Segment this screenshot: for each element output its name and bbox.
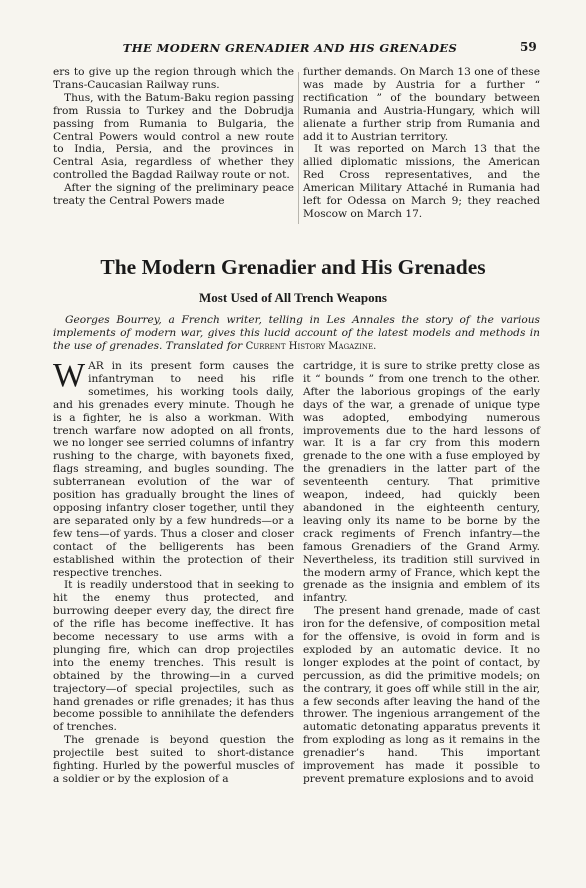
paragraph: Thus, with the Batum-Baku region passing from Russia to Turkey and the Dobrudja passing from Rumania to Bulgaria, the Central Powers would control a new route to India, Persia, and the provinces in Central Asia, regardless of whether they controlled the Bagdad Railway route or not. xyxy=(53,91,294,182)
paragraph: ers to give up the region through which the Trans-Caucasian Railway runs. xyxy=(53,66,294,91)
paragraph: The present hand grenade, made of cast iron for the defensive, of composition metal for the offensive, is ovoid in form and is exploded by an automatic device. It no longer explodes at the point of contact, by percussion, as did the primitive models; on the contrary, it goes off while still in the air, a few seconds after leaving the hand of the thrower. The ingenious arrangement of the automatic detonating apparatus prevents it from exploding as long as it remains in the grenadier’s hand. This important improvement has made it possible to prevent premature explosions and to avoid xyxy=(303,605,540,785)
paragraph: It is readily understood that in seeking to hit the enemy thus protected, and burrowing deeper every day, the direct fire of the rifle has become ineffective. It has become necessary to use arms with a plunging fire, which can drop projectiles into the enemy trenches. This result is obtained by the throwing—in a curved trajectory—of special projectiles, such as hand grenades or rifle grenades; it has thus become possible to annihilate the defenders of trenches. xyxy=(53,579,294,734)
running-title: THE MODERN GRENADIER AND HIS GRENADES xyxy=(122,41,458,55)
article-intro xyxy=(53,314,540,354)
previous-article-right-column xyxy=(303,66,540,221)
paragraph xyxy=(53,357,294,579)
article-left-column xyxy=(53,357,294,786)
article-right-column xyxy=(303,360,540,786)
paragraph: cartridge, it is sure to strike pretty close as it “ bounds ” from one trench to the other. After the laborious gropings of the early days of the war, a grenade of unique type was adopted, embodying numerous improvements due to the hard lessons of war. It is a far cry from this modern grenade to the one with a fuse employed by the grenadiers in the latter part of the seventeenth century. That primitive weapon, indeed, had quickly been abandoned in the eighteenth century, leaving only its name to be borne by the crack regiments of French infantry—the famous Grenadiers of the Grand Army. Nevertheless, its tradition still survived in the modern army of France, which kept the grenade as the insignia and emblem of its infantry. xyxy=(303,360,540,605)
column-divider xyxy=(298,72,299,224)
paragraph: It was reported on March 13 that the allied diplomatic missions, the American Red Cross representatives, and the American Military Attaché in Rumania had left for Odessa on March 9; they reached Moscow on March 17. xyxy=(303,143,540,220)
paragraph: further demands. On March 13 one of these was made by Austria for a further “ rectification ” of the boundary between Rumania and Austria-Hungary, which will alienate a further strip from Rumania and add it to Austrian territory. xyxy=(303,66,540,143)
paragraph: After the signing of the preliminary peace treaty the Central Powers made xyxy=(53,182,294,208)
intro-text: Georges Bourrey, a French writer, telling in Les Annales the story of the various implements of modern war, gives this lucid account of the latest models and methods in the use of grenades. Translated for xyxy=(53,314,540,352)
page-number: 59 xyxy=(520,40,537,54)
paragraph-text: AR in its present form causes the infantryman to need his rifle sometimes, his working tools daily, and his grenades every minute. Though he is a fighter, he is also a workman. With trench warfare now adopted on all fronts, we no longer see serried columns of infantry rushing to the charge, with bayonets fixed, flags streaming, and bugles sounding. The subterranean evolution of the war of position has gradually brought the lines of opposing infantry closer together, until they are separated only by a few hundreds—or a few tens—of yards. Thus a closer and closer contact of the belligerents has been established within the protection of their respective trenches. xyxy=(53,360,294,579)
drop-cap: W xyxy=(53,357,86,394)
article-subtitle: Most Used of All Trench Weapons xyxy=(199,290,387,305)
paragraph: The grenade is beyond question the projectile best suited to short-distance fighting. Hurled by the powerful muscles of a soldier or by the explosion of a xyxy=(53,734,294,785)
intro-credit: Current History Magazine. xyxy=(245,340,377,352)
previous-article-left-column xyxy=(53,66,294,208)
article-title: The Modern Grenadier and His Grenades xyxy=(100,255,486,279)
